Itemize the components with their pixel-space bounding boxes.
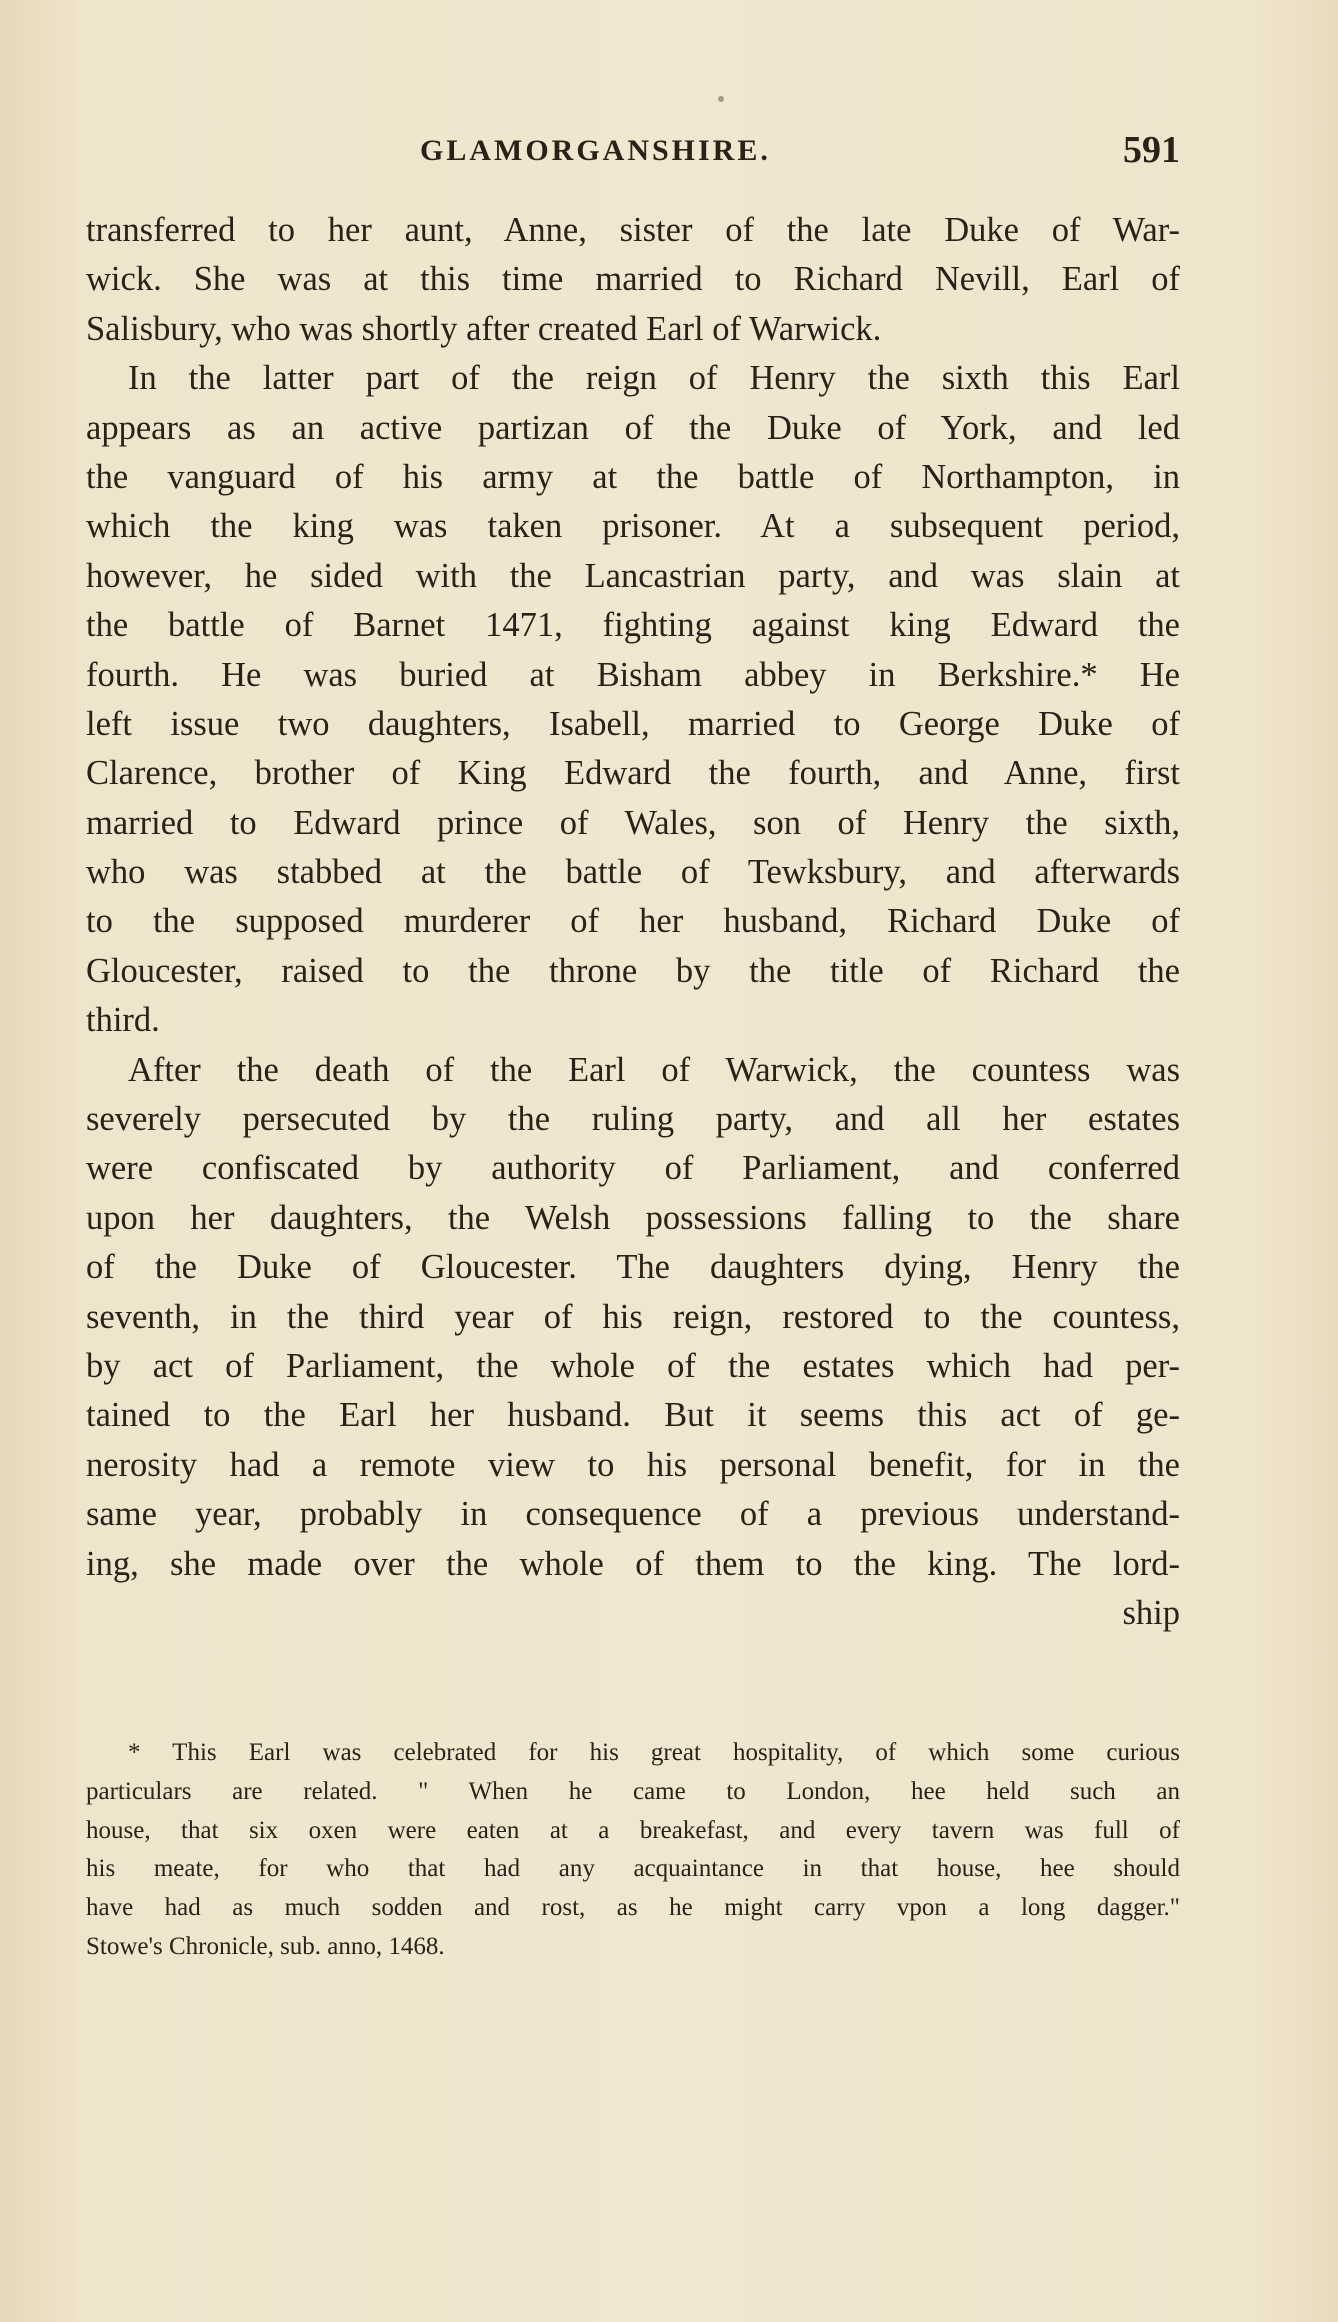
text-line: same year, probably in consequence of a previous understand- — [86, 1495, 1180, 1534]
text-line: who was stabbed at the battle of Tewksbury, and afterwards — [86, 853, 1180, 892]
text-line: the battle of Barnet 1471, fighting against king Edward the — [86, 606, 1180, 645]
footnote-line: house, that six oxen were eaten at a breakefast, and every tavern was full of — [86, 1816, 1180, 1844]
text-line: ing, she made over the whole of them to the king. The lord- — [86, 1544, 1180, 1583]
text-line: Salisbury, who was shortly after created Earl of Warwick. — [86, 309, 882, 348]
text-line: Gloucester, raised to the throne by the title of Richard the — [86, 951, 1180, 990]
text-line: nerosity had a remote view to his personal benefit, for in the — [86, 1445, 1180, 1484]
text-line: were confiscated by authority of Parliament, and conferred — [86, 1149, 1180, 1188]
text-line: seventh, in the third year of his reign, restored to the countess, — [86, 1297, 1180, 1336]
text-line: of the Duke of Gloucester. The daughters dying, Henry the — [86, 1248, 1180, 1287]
running-title: GLAMORGANSHIRE. — [420, 134, 771, 167]
text-line: left issue two daughters, Isabell, married to George Duke of — [86, 704, 1180, 743]
text-line: third. — [86, 1001, 160, 1040]
text-line: married to Edward prince of Wales, son of Henry the sixth, — [86, 803, 1180, 842]
text-line: Clarence, brother of King Edward the fourth, and Anne, first — [86, 754, 1180, 793]
footnote-line: * This Earl was celebrated for his great hospitality, of which some curious — [128, 1739, 1180, 1766]
footnote — [86, 1734, 1180, 1967]
ink-speck — [718, 96, 724, 102]
text-line: severely persecuted by the ruling party, and all her estates — [86, 1100, 1180, 1139]
text-line: wick. She was at this time married to Richard Nevill, Earl of — [86, 260, 1180, 299]
text-line: appears as an active partizan of the Duke of York, and led — [86, 408, 1180, 447]
footnote-line: particulars are related. " When he came to London, hee held such an — [86, 1777, 1180, 1805]
text-line: the vanguard of his army at the battle of Northampton, in — [86, 457, 1180, 496]
footnote-line: his meate, for who that had any acquaintance in that house, hee should — [86, 1855, 1180, 1883]
text-line: however, he sided with the Lancastrian party, and was slain at — [86, 556, 1180, 595]
text-line: After the death of the Earl of Warwick, the countess was — [128, 1050, 1180, 1089]
text-line: by act of Parliament, the whole of the estates which had per- — [86, 1346, 1180, 1385]
text-line: which the king was taken prisoner. At a subsequent period, — [86, 507, 1180, 546]
page-header — [420, 128, 1180, 178]
footnote-line: have had as much sodden and rost, as he might carry vpon a long dagger." — [86, 1894, 1180, 1922]
text-line: upon her daughters, the Welsh possessions falling to the share — [86, 1198, 1180, 1237]
text-line: tained to the Earl her husband. But it seems this act of ge- — [86, 1396, 1180, 1435]
text-line: In the latter part of the reign of Henry the sixth this Earl — [128, 359, 1180, 398]
text-line: fourth. He was buried at Bisham abbey in Berkshire.* He — [86, 655, 1180, 694]
page-number: 591 — [1123, 129, 1180, 171]
text-line: to the supposed murderer of her husband, Richard Duke of — [86, 902, 1180, 941]
body-text — [86, 206, 1180, 1638]
catchword: ship — [1122, 1593, 1180, 1632]
text-line: transferred to her aunt, Anne, sister of the late Duke of War- — [86, 211, 1180, 249]
footnote-line: Stowe's Chronicle, sub. anno, 1468. — [86, 1932, 445, 1960]
